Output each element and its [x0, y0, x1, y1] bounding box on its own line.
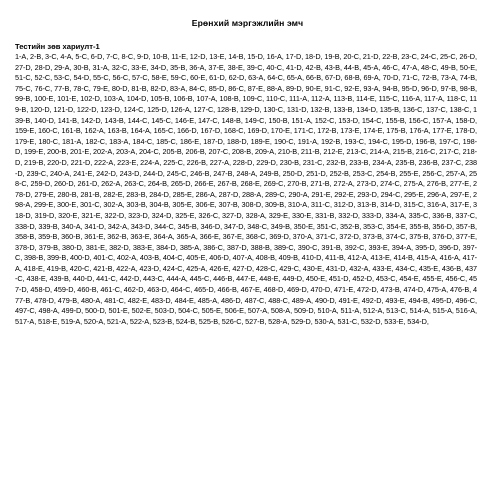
answer-key-heading: Тестийн зөв хариулт-1	[15, 42, 100, 51]
answer-key-text: 1-A, 2-B, 3-C, 4-A, 5-C, 6-D, 7-C, 8-C, 9-D, 10-B, 11-E, 12-D, 13-E, 14-B, 15-D, 16-A, 17-D, 18-D, 19-B, 20-C, 21-D, 22-B, 23-C, 24-C, 25-C, 26-D, 27-D, 28-D, 29-A, 30-B, 31-A, 32-C, 33-E, 34-D, 35-B, 36-A, 37-E, 38-E, 39-C, 40-C, 41-D, 42-B, 43-B, 44-B, 45-A, 46-C, 47-A, 48-C, 49-B, 50-E, 51-C, 52-C, 53-C, 54-D, 55-C, 56-C, 57-C, 58-E, 59-C, 60-E, 61-D, 62-D, 63-A, 64-C, 65-A, 66-B, 67-D, 68-B, 69-A, 70-D, 71-C, 72-B, 73-A, 74-B, 75-C, 76-C, 77-B, 78-C, 79-E, 80-D, 81-B, 82-D, 83-A, 84-C, 85-D, 86-C, 87-E, 88-A, 89-D, 90-E, 91-C, 92-E, 93-A, 94-B, 95-D, 96-D, 97-B, 98-B, 99-B, 100-E, 101-E, 102-D, 103-A, 104-D, 105-B, 106-B, 107-A, 108-B, 109-C, 110-C, 111-A, 112-A, 113-B, 114-E, 115-C, 116-A, 117-A, 118-C, 119-B, 120-D, 121-D, 122-D, 123-D, 124-C, 125-D, 126-A, 127-C, 128-B, 129-D, 130-C, 131-D, 132-B, 133-B, 134-D, 135-B, 136-C, 137-C, 138-C, 139-B, 140-D, 141-B, 142-D, 143-B, 144-C, 145-C, 146-E, 147-C, 148-B, 149-C, 150-B, 151-A, 152-C, 153-D, 154-C, 155-B, 156-C, 157-A, 158-D, 159-E, 160-C, 161-B, 162-A, 163-B, 164-A, 165-C, 166-D, 167-D, 168-C, 169-D, 170-E, 171-C, 172-B, 173-E, 174-E, 175-B, 176-A, 177-E, 178-D, 179-E, 180-C, 181-A, 182-C, 183-A, 184-C, 185-C, 186-E, 187-D, 188-D, 189-E, 190-C, 191-A, 192-B, 193-C, 194-C, 195-D, 196-B, 197-C, 198-D, 199-E, 200-B, 201-E, 202-A, 203-A, 204-C, 205-B, 206-B, 207-C, 208-B, 209-A, 210-B, 211-B, 212-E, 213-C, 214-A, 215-B, 216-C, 217-C, 218-D, 219-B, 220-D, 221-D, 222-A, 223-E, 224-A, 225-C, 226-B, 227-A, 228-D, 229-D, 230-B, 231-C, 232-B, 233-B, 234-A, 235-B, 236-B, 237-C, 238-D, 239-C, 240-A, 241-E, 242-D, 243-D, 244-D, 245-C, 246-B, 247-B, 248-A, 249-B, 250-D, 251-D, 252-B, 253-C, 254-B, 255-E, 256-C, 257-A, 258-C, 259-D, 260-D, 261-D, 262-A, 263-C, 264-B, 265-D, 266-E, 267-B, 268-E, 269-C, 270-B, 271-B, 272-A, 273-D, 274-C, 275-A, 276-B, 277-E, 278-D, 279-E, 280-B, 281-B, 282-E, 283-B, 284-D, 285-E, 286-A, 287-D, 288-A, 289-C, 290-A, 291-E, 292-E, 293-D, 294-C, 295-E, 296-A, 297-E, 298-A, 299-E, 300-E, 301-C, 302-A, 303-B, 304-B, 305-E, 306-E, 307-B, 308-D, 309-B, 310-A, 311-C, 312-D, 313-B, 314-D, 315-C, 316-A, 317-E, 318-D, 319-D, 320-E, 321-E, 322-D, 323-D, 324-D, 325-E, 326-C, 327-D, 328-A, 329-E, 330-E, 331-B, 332-D, 333-D, 334-A, 335-C, 336-B, 337-C, 338-D, 339-B, 340-A, 341-D, 342-A, 343-D, 344-C, 345-B, 346-D, 347-D, 348-C, 349-B, 350-E, 351-C, 352-B, 353-C, 354-E, 355-B, 356-D, 357-B, 358-B, 359-B, 360-B, 361-E, 362-B, 363-E, 364-A, 365-A, 366-E, 367-E, 368-C, 369-D, 370-A, 371-C, 372-D, 373-B, 374-C, 375-B, 376-D, 377-E, 378-D, 379-B, 380-D, 381-E, 382-D, 383-E, 384-D, 385-A, 386-C, 387-D, 388-B, 389-C, 390-C, 391-B, 392-C, 393-E, 394-A, 395-D, 396-D, 397-C, 398-B, 399-B, 400-D, 401-C, 402-A, 403-B, 404-C, 405-E, 406-D, 407-A, 408-B, 409-B, 410-D, 411-B, 412-A, 413-E, 414-B, 415-A, 416-A, 417-A, 418-E, 419-B, 420-C, 421-B, 422-A, 423-D, 424-C, 425-A, 426-E, 427-D, 428-C, 429-C, 430-E, 431-D, 432-A, 433-E, 434-C, 435-E, 436-B, 437-C, 438-E, 439-B, 440-D, 441-C, 442-D, 443-C, 444-A, 445-C, 446-B, 447-E, 448-E, 449-D, 450-E, 451-D, 452-D, 453-C, 454-E, 455-E, 456-C, 457-D, 458-D, 459-D, 460-B, 461-C, 462-D, 463-D, 464-C, 465-D, 466-B, 467-E, 468-D, 469-D, 470-D, 471-E, 472-D, 473-B, 474-D, 475-A, 476-B, 477-B, 478-D, 479-B, 480-A, 481-C, 482-E, 483-D, 484-E, 485-A, 486-D, 487-C, 488-C, 489-A, 490-D, 491-E, 492-D, 493-E, 494-B, 495-D, 496-C, 497-C, 498-A, 499-D, 500-D, 501-E, 502-E, 503-D, 504-C, 505-E, 506-E, 507-A, 508-A, 509-D, 510-A, 511-A, 512-A, 513-C, 514-A, 515-A, 516-A, 517-A, 518-E, 519-A, 520-A, 521-A, 522-A, 523-B, 524-B, 525-B, 526-C, 527-B, 528-A, 529-D, 530-A, 531-C, 532-D, 533-E, 534-D,	[15, 52, 477, 326]
document-title: Ерөнхий мэргэжлийн эмч	[191, 18, 304, 28]
